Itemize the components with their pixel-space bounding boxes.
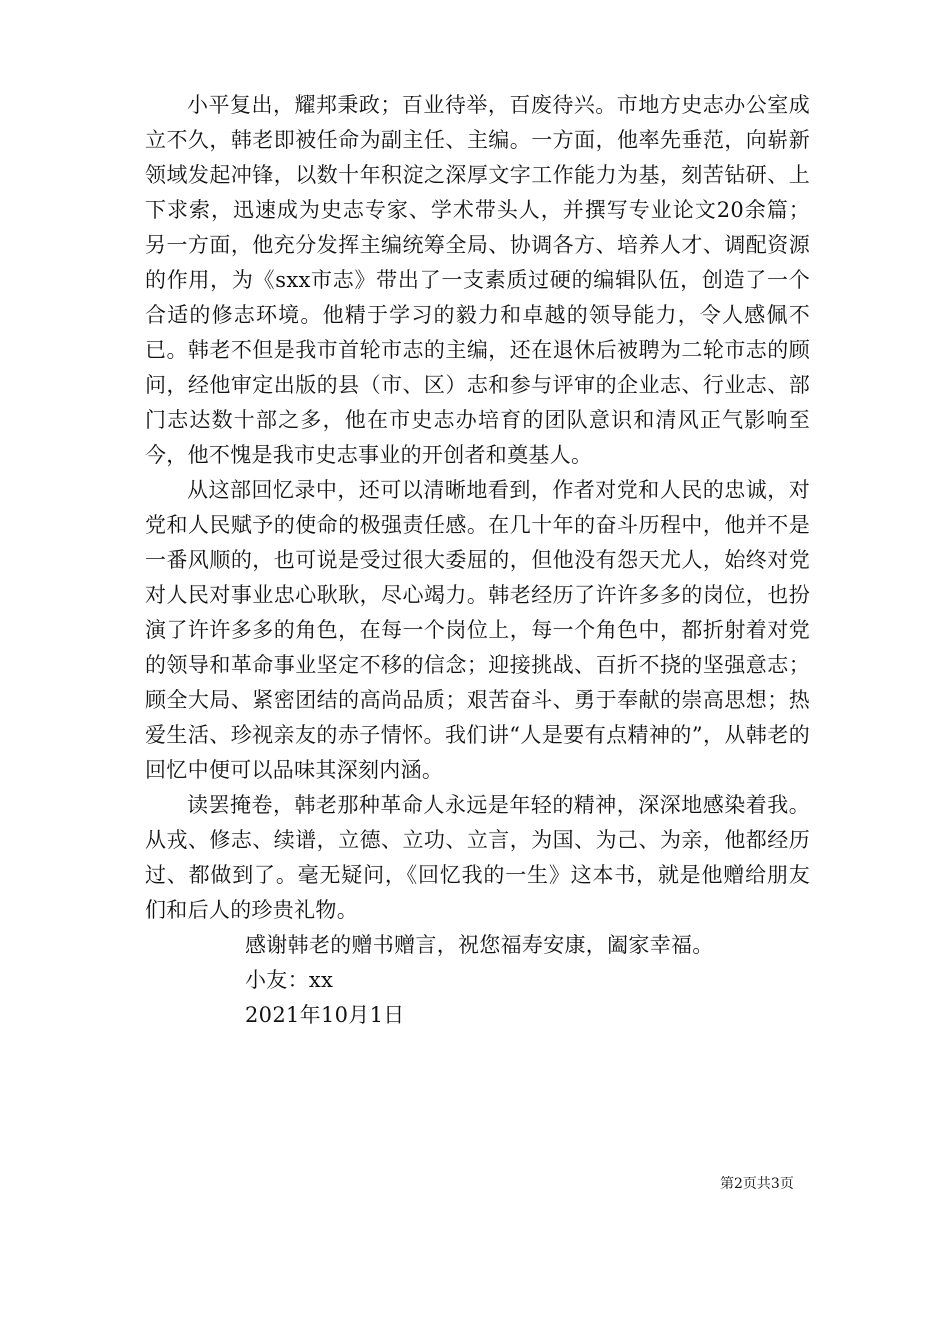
document-body [145,88,810,1033]
date-line: 2021年10月1日 [245,1003,405,1027]
signature-line: 小友：xx [245,968,334,992]
paragraph-3: 读罢掩卷，韩老那种革命人永远是年轻的精神，深深地感染着我。从戎、修志、续谱，立德、立功、立言，为国、为己、为亲，他都经历过、都做到了。毫无疑问，《回忆我的一生》这本书，就是他赠给朋友们和后人的珍贵礼物。 [145,793,810,922]
paragraph-2: 从这部回忆录中，还可以清晰地看到，作者对党和人民的忠诚，对党和人民赋予的使命的极强责任感。在几十年的奋斗历程中，他并不是一番风顺的，也可说是受过很大委屈的，但他没有怨天尤人，始终对党对人民对事业忠心耿耿，尽心竭力。韩老经历了许许多多的岗位，也扮演了许许多多的角色，在每一个岗位上，每一个角色中，都折射着对党的领导和革命事业坚定不移的信念；迎接挑战、百折不挠的坚强意志；顾全大局、紧密团结的高尚品质；艰苦奋斗、勇于奉献的崇高思想；热爱生活、珍视亲友的赤子情怀。我们讲“人是要有点精神的”，从韩老的回忆中便可以品味其深刻内涵。 [145,478,810,782]
paragraph-1: 小平复出，耀邦秉政；百业待举，百废待兴。市地方史志办公室成立不久，韩老即被任命为副主任、主编。一方面，他率先垂范，向崭新领域发起冲锋，以数十年积淀之深厚文字工作能力为基，刻苦钻研、上下求索，迅速成为史志专家、学术带头人，并撰写专业论文20余篇；另一方面，他充分发挥主编统筹全局、协调各方、培养人才、调配资源的作用，为《sxx市志》带出了一支素质过硬的编辑队伍，创造了一个合适的修志环境。他精于学习的毅力和卓越的领导能力，令人感佩不已。韩老不但是我市首轮市志的主编，还在退休后被聘为二轮市志的顾问，经他审定出版的县（市、区）志和参与评审的企业志、行业志、部门志达数十部之多，他在市史志办培育的团队意识和清风正气影响至今，他不愧是我市史志事业的开创者和奠基人。 [145,93,810,467]
page-number: 第2页共3页 [720,1176,794,1192]
closing-line: 感谢韩老的赠书赠言，祝您福寿安康，阖家幸福。 [245,933,714,957]
